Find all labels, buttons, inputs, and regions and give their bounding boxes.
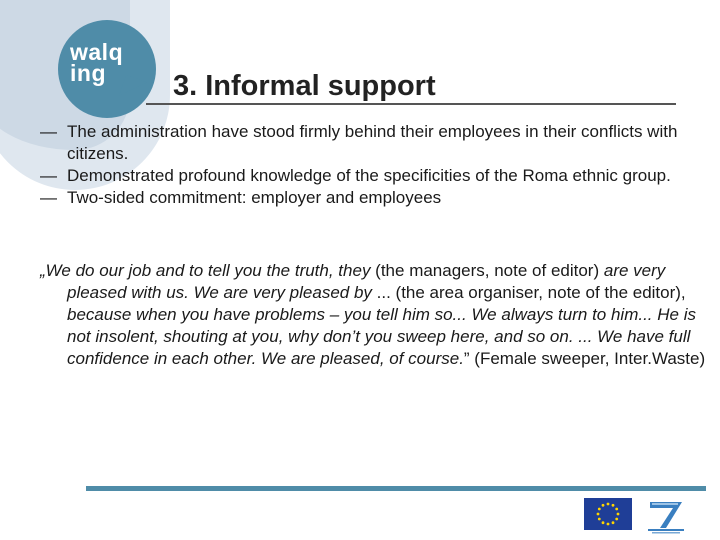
bullet-marker: —	[40, 166, 57, 185]
interview-quote	[40, 260, 712, 370]
bullet-marker: —	[40, 122, 57, 141]
bullet-text: The administration have stood firmly behind their employees in their conflicts with citizens.	[67, 122, 678, 163]
quote-part: ... (the area organiser, note of the editor),	[376, 283, 686, 302]
slide-title: 3. Informal support	[173, 70, 436, 102]
bullet-text: Demonstrated profound knowledge of the specificities of the Roma ethnic group.	[67, 166, 671, 185]
bullet-text: Two-sided commitment: employer and employees	[67, 188, 442, 207]
logo-line-1: walq	[70, 39, 124, 65]
eu-flag-icon	[584, 498, 632, 530]
footer-rule	[86, 486, 706, 491]
bullet-list	[40, 121, 680, 209]
fp7-logo-icon	[642, 494, 690, 534]
walqing-logo-text	[70, 39, 124, 86]
bullet-marker: —	[40, 188, 57, 207]
title-underline	[146, 103, 676, 105]
quote-part: (the managers, note of editor)	[375, 261, 604, 280]
bullet-item	[40, 165, 680, 187]
bullet-item	[40, 121, 680, 165]
quote-part: of course.	[389, 349, 464, 368]
quote-part: because when you have problems – you tell him so... We always turn to him... He is not insolent, shouting at you, why don’t you sweep here, and so on. ... We have full confidence in each other. We are pleased,	[67, 305, 696, 368]
logo-line-2: ing	[70, 60, 106, 86]
quote-part: „We do our job and to tell you the truth, they	[40, 261, 376, 280]
quote-part: ” (Female sweeper, Inter.Waste)	[463, 349, 706, 368]
bullet-item	[40, 187, 680, 209]
quote-part: are very pleased with us. We are very pleased by	[67, 261, 666, 302]
